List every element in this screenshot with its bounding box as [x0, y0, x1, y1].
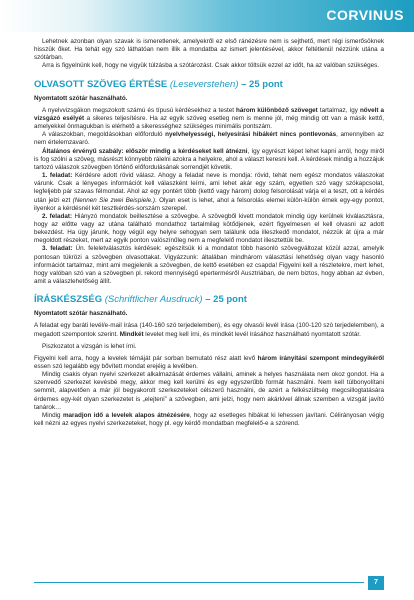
dictionary-note: Nyomtatott szótár használható.: [34, 310, 128, 318]
section-title: ÍRÁSKÉSZSÉG: [34, 294, 103, 306]
task-2-paragraph: 2. feladat: Hiányzó mondatok beillesztése a szövegbe. A szövegből kivett mondatok mindig úgy kerülnek kiválasztásra, hogy az előtte vagy az utána található mondathoz tartalmilag kötődjenek, ezért figyelmesen el kell olvasni az adott bekezdést. Ha úgy járunk, hogy végül egy helyre sehogyan sem találunk oda illeszkedő mondatot, nézzük át újra a már megoldott részeket, mert az egyik ponton valószínűleg nem a megfelelő mondatot illesztettük be.: [34, 212, 384, 245]
section-heading-reading: [34, 79, 384, 91]
section-points: – 25 pont: [238, 78, 283, 90]
writing-paragraph-3: Figyelni kell arra, hogy a levelek témáját pár sorban bemutató rész alatt levő három irányítási szempont mindegyikéről essen szó legalább egy bővített mondat erejéig a levélben.: [34, 354, 384, 370]
writing-paragraph-5: Mindig maradjon idő a levelek alapos átnézésére, hogy az esetleges hibákat ki lehessen javítani. Célirányosan végig kell nézni az egyes nyelvi szerkezeteket, hogy pl. egy kérdő mondatban megfelelő-e a szórend.: [34, 411, 384, 428]
intro-paragraph-1: Lehetnek azonban olyan szavak is ismeretlenek, amelyekről ez első ránézésre nem is sejthető, mert régi ismerősöknek hisszük őket. Ha tehát egy szó láthatóan nem illik a mondatba az ismert jelentésével, akkor feltétlenül nézzünk utána a szótárban.: [34, 38, 384, 62]
reading-paragraph-1: A nyelvvizsgákon megszokott számú és típusú kérdésekhez a testet három különböző szöveget tartalmaz, így növelt a vizsgázó esélyét a sikeres teljesítésre. Ha az egyik szöveg esetleg nem is menne jól, még mindig ott van a másik kettő, amelyekkel önmagukban is elérhető a sikerességhez szükséges minimális pontszám.: [34, 106, 385, 131]
task-3-paragraph: 3. feladat: Ún. feleletválasztós kérdések: egészítsük ki a mondatot több hasonló szövegváltozat közül azzal, amelyik pontosan tükrözi a szövegben olvasottakat. Vigyázzunk: általában mindhárom választási lehetőség olyan vagy hasonló információt tartalmaz, mint ami megjelenik a szövegben, de kettő esetében ez csapda! Figyelni kell a részletekre, mert lehet, hogy valóban szó van a szövegben pl. rekord mennyiségű epertermésről Ausztriában, de nem biztos, hogy abban az évben, amit a válaszlehetőség állít.: [34, 245, 384, 286]
section-heading-writing: [34, 294, 384, 306]
section-subtitle: (Schriftlicher Ausdruck): [104, 294, 203, 306]
section-points: – 25 pont: [202, 294, 247, 306]
footer-rule: [34, 582, 364, 583]
intro-paragraph-2: Arra is figyelnünk kell, hogy ne vigyük túlzásba a szótározást. Csak akkor töltsük ezzel az időt, ha az valóban szükséges.: [42, 62, 380, 70]
reading-paragraph-3: Általános érvényű szabály: először mindig a kérdéseket kell átnézni, így egyrészt képet lehet kapni arról, hogy miről is fog szólni a szöveg, másrészt könnyebb rálelni azokra a helyekre, ahol a választ keresni kell. A kérdések mindig a hozzájuk tartozó válaszok szövegben történő előfordulásának sorrendjét követik.: [34, 147, 384, 171]
page-content: [34, 38, 384, 428]
section-title: OLVASOTT SZÖVEG ÉRTÉSE: [34, 78, 168, 90]
section-subtitle: (Leseverstehen): [169, 78, 239, 90]
dictionary-note: Nyomtatott szótár használható.: [34, 94, 128, 102]
writing-paragraph-4: Mindig csakis olyan nyelvi szerkezet alkalmazását érdemes vállalni, aminek a helyes használata nem okoz gondot. Ha a szenvedő szerkezet kevésbé megy, akkor meg kell kerülni és egy egyszerűbb formát használni. Nem kell túlbonyolítani semmit, alapvetően a már jól begyakorolt szerkezeteket célszerű használni, de azért a felkészültség megcsillogtatására érdemes egy-két olyan szerkezetet is „elejteni” a szövegben, ami jelzi, hogy nem akárkivel állnak szemben a vizsgát javító tanárok…: [34, 371, 384, 411]
page-number: 7: [368, 576, 384, 590]
task-1-paragraph: 1. feladat: Kérdésre adott rövid válasz. Ahogy a feladat neve is mondja: rövid, tehát nem egész mondatos válaszokat várunk. Csak a lényeges információt kell válaszként leírni, ami lehet akár egy szám, egyetlen szó vagy szókapcsolat, legfeljebb pár szavas félmondat. Ahol az egy pontért több (kettő vagy három) dolog felsorolását várja el a teszt, ott a kérdés után jelzi ezt (Nennen Sie zwei Beispiele.). Olyan eset is lehet, ahol a felsorolás elemei külön-külön érnek egy-egy pontot, ilyenkor a kérdésnél két tesztkérdés-sorszám szerepel.: [34, 172, 384, 212]
reading-paragraph-2: A válaszokban, megoldásokban előforduló nyelvhelyességi, helyesírási hibákért nincs pontlevonás, amennyiben az nem értelemzavaró.: [34, 131, 384, 147]
brand-logo: CORVINUS: [326, 7, 404, 23]
writing-paragraph-1: A feladat egy baráti levél/e-mail írása (140-160 szó terjedelemben), és egy olvasói levél írása (100-120 szó terjedelemben), a megadott szempontok szerint. Mindkét levelet meg kell írni, és mindkét levél írásához használható nyomtatott szótár.: [34, 322, 384, 338]
writing-paragraph-2: Piszkozatot a vizsgán is lehet írni.: [42, 342, 137, 350]
